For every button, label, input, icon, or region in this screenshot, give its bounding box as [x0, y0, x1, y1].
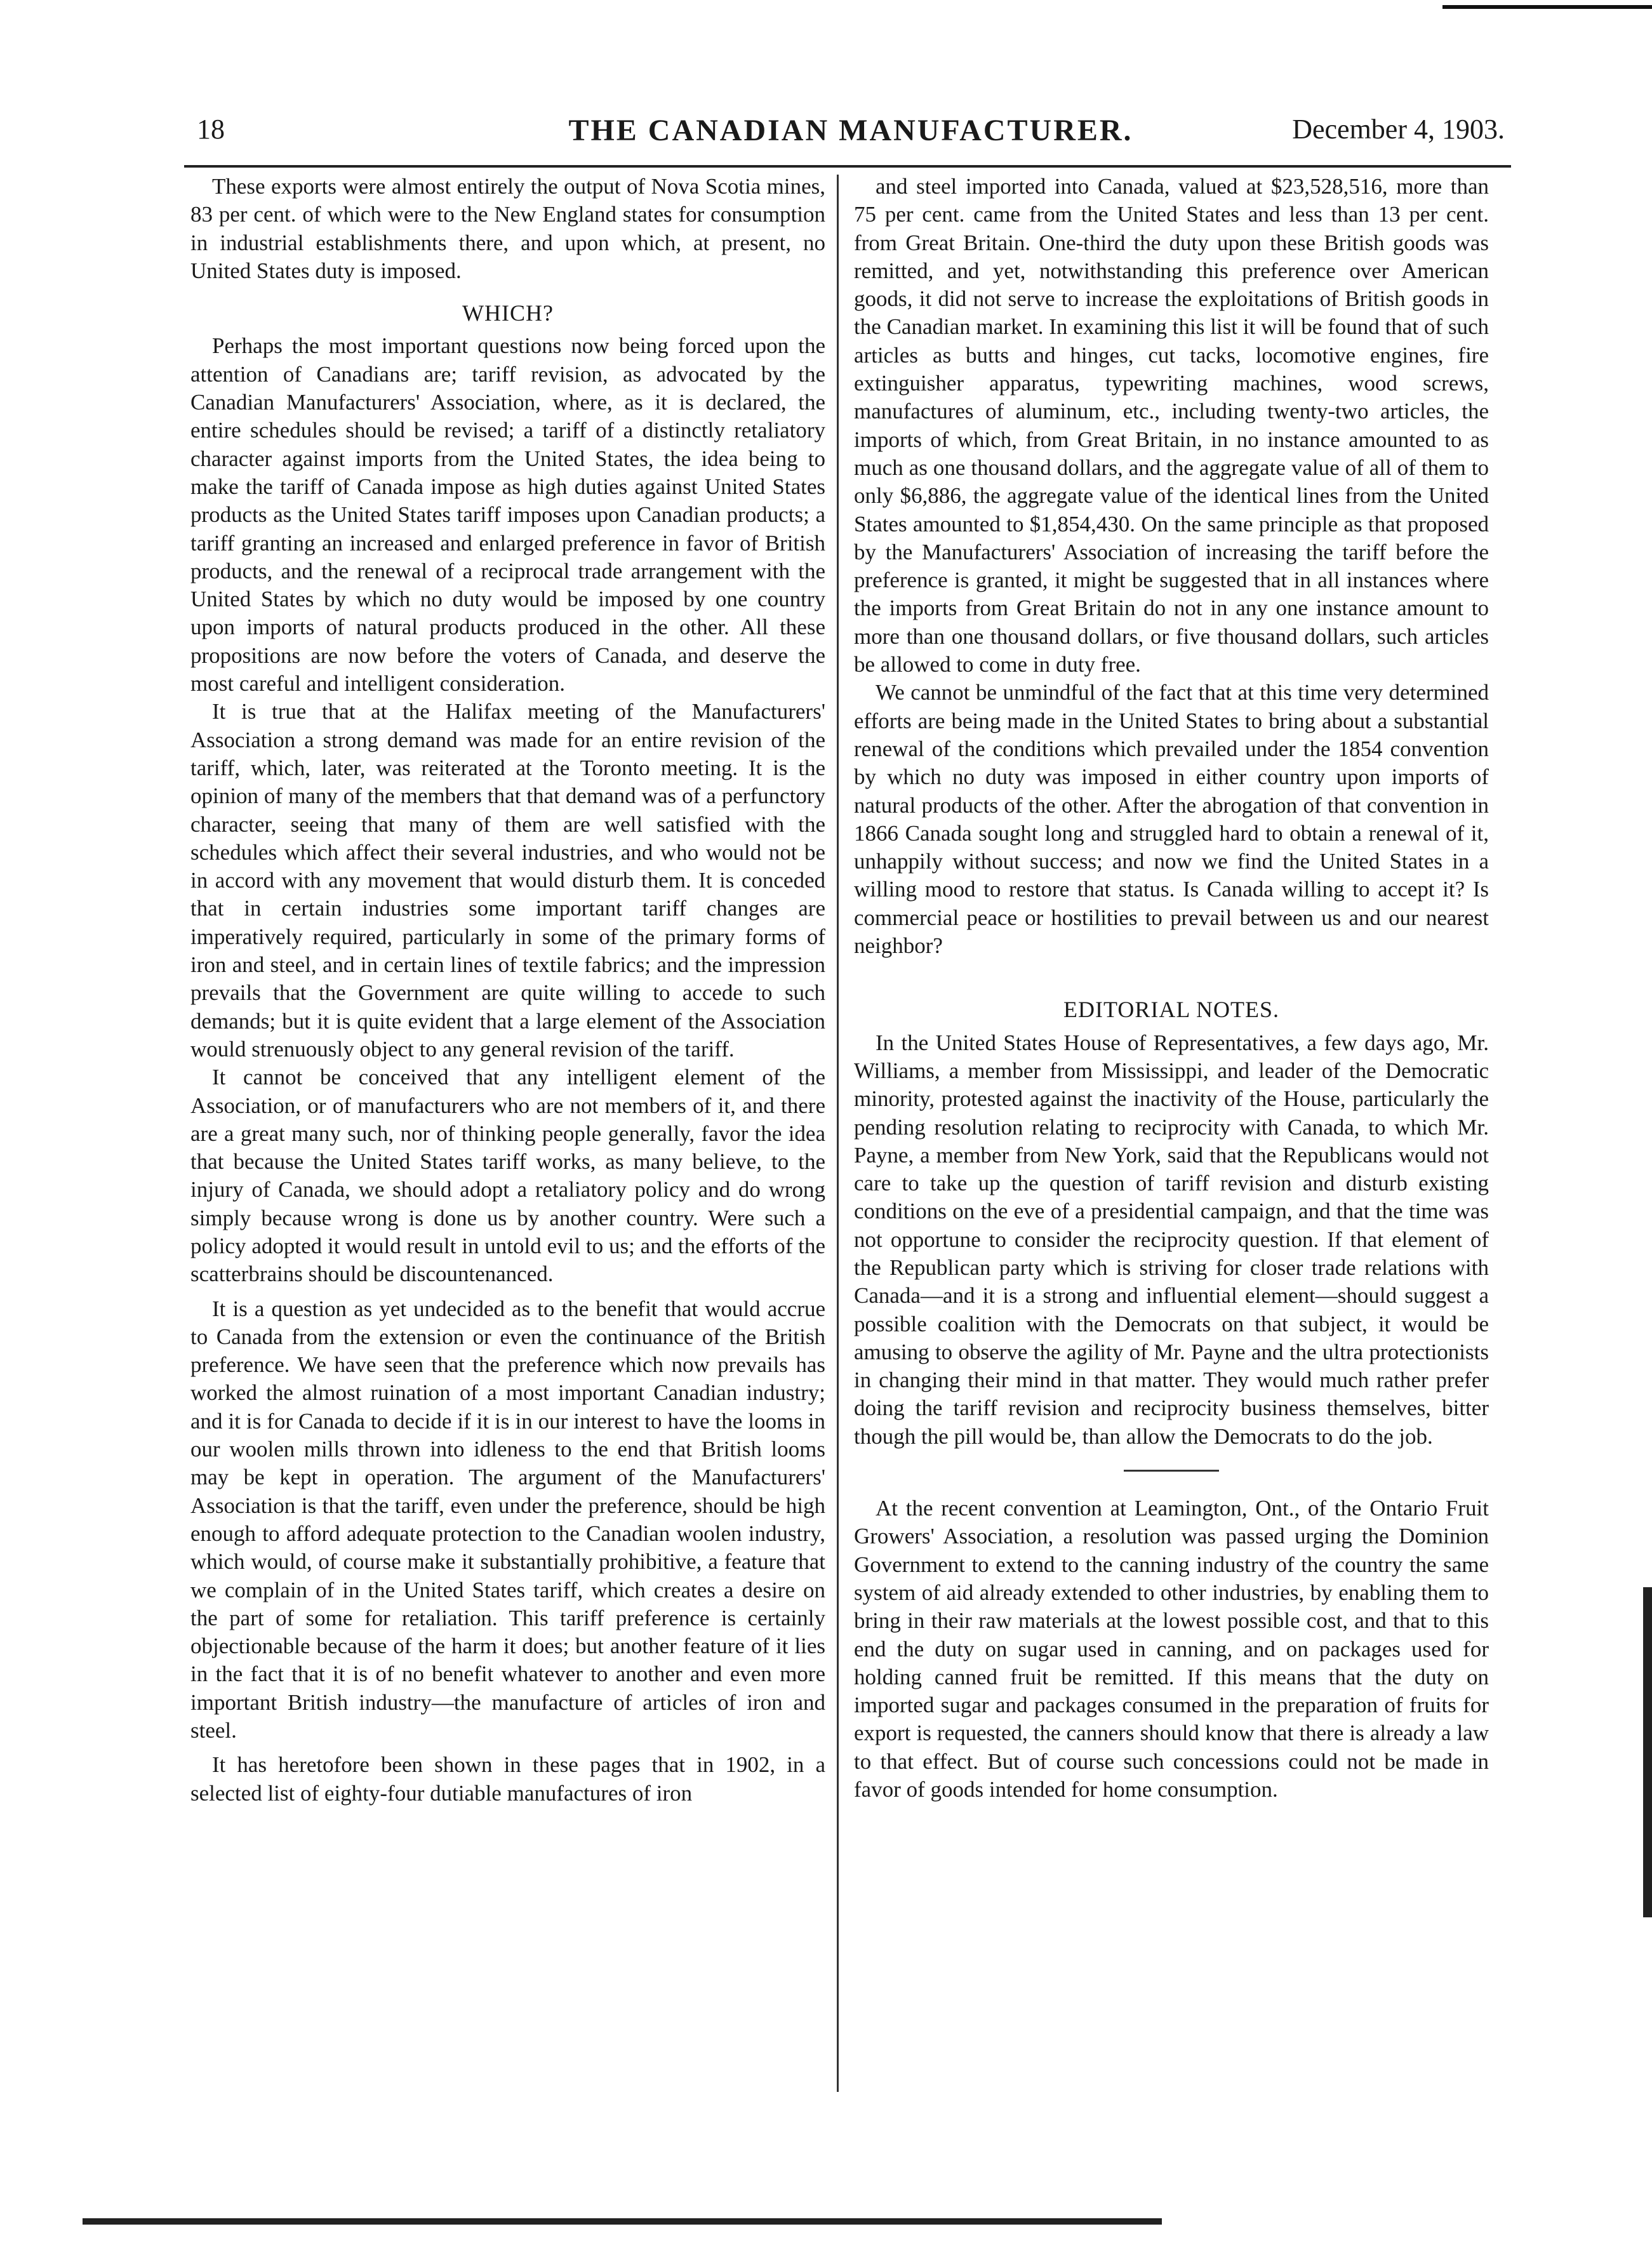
left-column: [190, 173, 825, 1807]
article-paragraph: At the recent convention at Leamington, Ont., of the Ontario Fruit Growers' Association, a resolution was passed urging the Dominion Government to extend to the canning industry of the country the same system of aid already extended to other industries, by enabling them to bring in their raw materials at the lowest possible cost, and that to this end the duty on sugar used in canning, and on packages used for holding canned fruit be remitted. If this means that the duty on imported sugar and packages consumed in the preparation of fruits for export is requested, the canners should know that there is already a law to that effect. But of course such concessions could not be made in favor of goods intended for home consumption.: [854, 1496, 1489, 1802]
masthead-title: THE CANADIAN MANUFACTURER.: [568, 114, 1133, 147]
top-edge-rule: [1442, 5, 1652, 9]
section-divider: [1124, 1470, 1219, 1472]
page-number: 18: [197, 114, 225, 145]
article-paragraph: These exports were almost entirely the output of Nova Scotia mines, 83 per cent. of which were to the New England states for consumption in industrial establishments there, and upon which, at present, no United States duty is imposed.: [190, 174, 825, 283]
right-edge-mark: [1643, 1587, 1652, 1917]
article-paragraph: It is a question as yet undecided as to the benefit that would accrue to Canada from the extension or even the continuance of the British preference. We have seen that the preference which now prevails has worked the almost ruination of a most important Canadian industry; and it is for Canada to decide if it is in our interest to have the looms in our woolen mills thrown into idleness to the end that British looms may be kept in operation. The argument of the Manufacturers' Association is that the tariff, even under the preference, should be high enough to afford adequate protection to the Canadian woolen industry, which would, of course make it substantially prohibitive, a feature that we complain of in the United States tariff, which creates a desire on the part of some for retaliation. This tariff preference is certainly objectionable because of the harm it does; but another feature of it lies in the fact that it is of no benefit whatever to another and even more important British industry—the manufacture of articles of iron and steel.: [190, 1296, 825, 1743]
section-heading-which: WHICH?: [462, 300, 554, 326]
article-paragraph: and steel imported into Canada, valued at $23,528,516, more than 75 per cent. came from the United States and less than 13 per cent. from Great Britain. One-third the duty upon these British goods was remitted, and yet, notwithstanding this preference over American goods, it did not serve to increase the exploitations of British goods in the Canadian market. In examining this list it will be found that of such articles as butts and hinges, cut tacks, locomotive engines, fire extinguisher apparatus, typewriting machines, wood screws, manufactures of aluminum, etc., including twenty-two articles, the imports of which, from Great Britain, in no instance amounted to as much as one thousand dollars, and the aggregate value of all of them to only $6,886, the aggregate value of the identical lines from the United States amounted to $1,854,430. On the same principle as that proposed by the Manufacturers' Association of increasing the tariff before the preference is granted, it might be suggested that in all instances where the imports from Great Britain do not in any one instance amount to more than one thousand dollars, or five thousand dollars, such articles be allowed to come in duty free.: [854, 174, 1489, 677]
article-paragraph: It is true that at the Halifax meeting of the Manufacturers' Association a strong demand was made for an entire revision of the tariff, which, later, was reiterated at the Toronto meeting. It is the opinion of many of the members that that demand was of a perfunctory character, seeing that many of them are well satisfied with the schedules which affect their several industries, and who would not be in accord with any movement that would disturb them. It is conceded that in certain industries some important tariff changes are imperatively required, particularly in some of the primary forms of iron and steel, and in certain lines of textile fabrics; and the impression prevails that the Government are quite willing to accede to such demands; but it is quite evident that a large element of the Association would strenuously object to any general revision of the tariff.: [190, 699, 825, 1062]
article-paragraph: It cannot be conceived that any intelligent element of the Association, or of manufacturers who are not members of it, and there are a great many such, nor of thinking people generally, favor the idea that because the United States tariff works, as many believe, to the injury of Canada, we should adopt a retaliatory policy and do wrong simply because wrong is done us by another country. Were such a policy adopted it would result in untold evil to us; and the efforts of the scatterbrains should be discountenanced.: [190, 1065, 825, 1287]
issue-date: December 4, 1903.: [1292, 114, 1505, 145]
right-column: [854, 173, 1489, 1804]
header-rule: [184, 165, 1511, 168]
article-paragraph: Perhaps the most important questions now being forced upon the attention of Canadians are; tariff revision, as advocated by the Canadian Manufacturers' Association, where, as it is declared, the entire schedules should be revised; a tariff of a distinctly retaliatory character against imports from the United States, the idea being to make the tariff of Canada impose as high duties against United States products as the United States tariff imposes upon Canadian products; a tariff granting an increased and enlarged preference in favor of British products, and the renewal of a reciprocal trade arrangement with the United States by which no duty would be imposed by one country upon imports of natural products produced in the other. All these propositions are now before the voters of Canada, and deserve the most careful and intelligent consideration.: [190, 333, 825, 696]
bottom-edge-rule: [83, 2218, 1162, 2225]
article-paragraph: We cannot be unmindful of the fact that at this time very determined efforts are being made in the United States to bring about a substantial renewal of the conditions which prevailed under the 1854 convention by which no duty was imposed in either country upon imports of natural products of the other. After the abrogation of that convention in 1866 Canada sought long and struggled hard to obtain a renewal of it, unhappily without success; and now we find the United States in a willing mood to restore that status. Is Canada willing to accept it? Is commercial peace or hostilities to prevail between us and our nearest neighbor?: [854, 680, 1489, 959]
page-header: [197, 113, 1505, 157]
column-divider: [837, 175, 839, 2092]
article-paragraph: It has heretofore been shown in these pages that in 1902, in a selected list of eighty-four dutiable manufactures of iron: [190, 1752, 825, 1806]
section-heading-editorial-notes: EDITORIAL NOTES.: [1063, 997, 1279, 1023]
article-paragraph: In the United States House of Representatives, a few days ago, Mr. Williams, a member from Mississippi, and leader of the Democratic minority, protested against the inactivity of the House, particularly the pending resolution relating to reciprocity with Canada, to which Mr. Payne, a member from New York, said that the Republicans would not care to take up the question of tariff revision and disturb existing conditions on the eve of a presidential campaign, and that the time was not opportune to consider the reciprocity question. If that element of the Republican party which is striving for closer trade relations with Canada—and it is a strong and influential element—should suggest a possible coalition with the Democrats on that subject, it would be amusing to observe the agility of Mr. Payne and the ultra protectionists in changing their mind in that matter. They would much rather prefer doing the tariff revision and reciprocity business themselves, bitter though the pill would be, than allow the Democrats to do the job.: [854, 1030, 1489, 1449]
